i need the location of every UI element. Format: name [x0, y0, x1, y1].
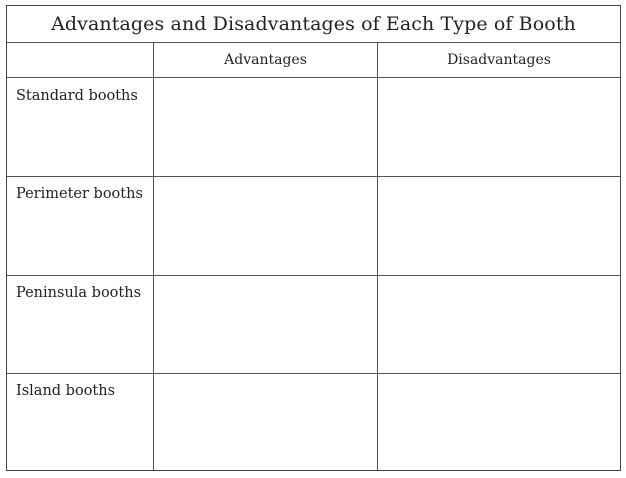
cell-standard-disadvantages[interactable] [378, 78, 620, 176]
cell-perimeter-advantages[interactable] [154, 177, 377, 275]
table-title: Advantages and Disadvantages of Each Type of Booth [7, 6, 620, 43]
column-header-blank [7, 42, 153, 78]
row-label-standard-booths: Standard booths [16, 88, 138, 104]
cell-peninsula-advantages[interactable] [154, 276, 377, 373]
row-label-peninsula-booths: Peninsula booths [16, 285, 142, 301]
booth-comparison-table [6, 5, 621, 471]
cell-island-disadvantages[interactable] [378, 374, 620, 469]
cell-standard-advantages[interactable] [154, 78, 377, 176]
cell-peninsula-disadvantages[interactable] [378, 276, 620, 373]
column-header-advantages: Advantages [224, 52, 307, 68]
row-label-island-booths: Island booths [16, 383, 116, 399]
cell-perimeter-disadvantages[interactable] [378, 177, 620, 275]
row-label-perimeter-booths: Perimeter booths [16, 186, 143, 202]
cell-island-advantages[interactable] [154, 374, 377, 469]
column-header-disadvantages: Disadvantages [447, 52, 551, 68]
